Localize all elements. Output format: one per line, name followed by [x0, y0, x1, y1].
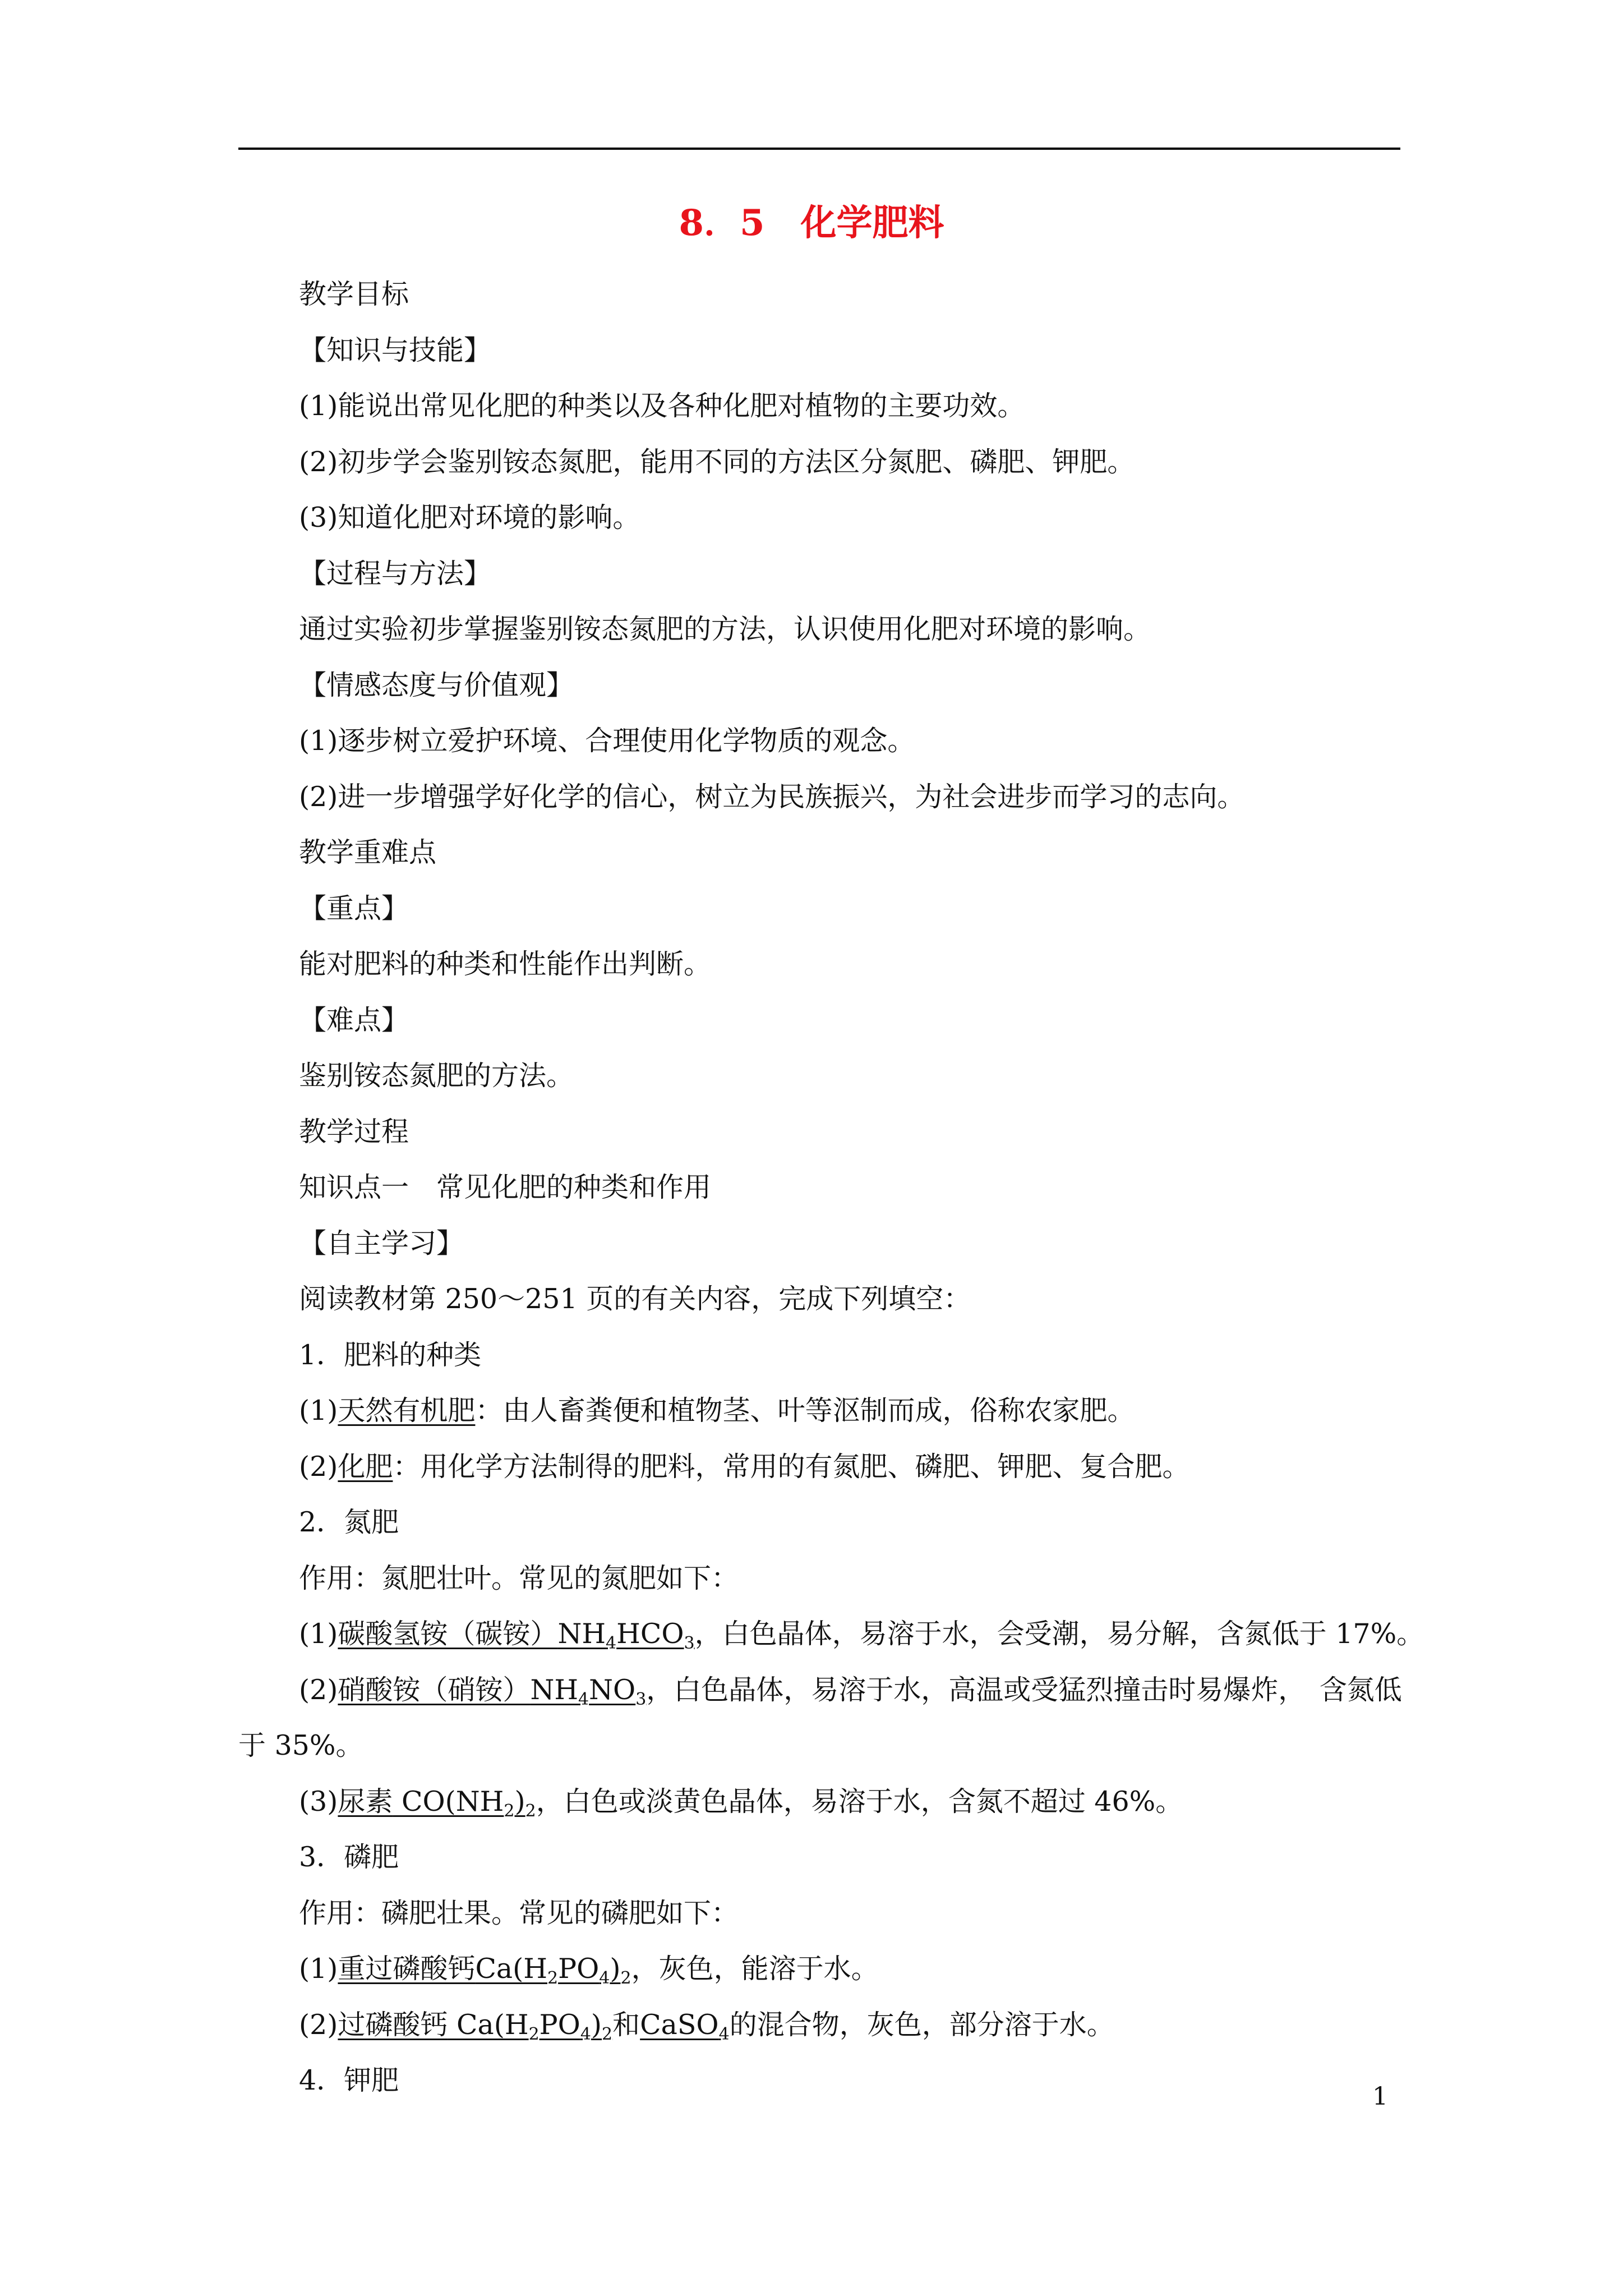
list-item: (3)尿素 $CO(NH_2)_2$，白色或淡黄色晶体，易溶于水，含氮不超过 46%。: [299, 1785, 1183, 1821]
filled-blank: 天然有机肥: [338, 1395, 476, 1427]
section-heading-key-points: 教学重难点: [299, 836, 437, 868]
filled-blank: 过磷酸钙 $Ca(H_2PO_4)_2$: [338, 2008, 613, 2044]
subheading-attitude-values: 【情感态度与价值观】: [299, 669, 574, 701]
page-number: 1: [1372, 2082, 1388, 2111]
paragraph: (1)能说出常见化肥的种类以及各种化肥对植物的主要功效。: [299, 390, 1025, 422]
numbered-heading-potassium: 4．钾肥: [299, 2064, 399, 2096]
numbered-heading-fertilizer-types: 1．肥料的种类: [299, 1338, 482, 1371]
paragraph: (1)逐步树立爱护环境、合理使用化学物质的观念。: [299, 725, 915, 757]
document-title: 8．5 化学肥料: [679, 202, 944, 244]
section-heading-process: 教学过程: [299, 1115, 409, 1148]
subheading-focus: 【重点】: [299, 892, 409, 924]
document-body: [238, 266, 1424, 2109]
numbered-heading-phosphorus: 3．磷肥: [299, 1841, 399, 1873]
section-heading-objectives: 教学目标: [299, 278, 409, 310]
numbered-heading-nitrogen: 2．氮肥: [299, 1506, 399, 1538]
header-rule: [238, 148, 1400, 150]
paragraph: (3)知道化肥对环境的影响。: [299, 501, 640, 533]
subheading-process-method: 【过程与方法】: [299, 557, 492, 590]
list-item: (2)硝酸铵（硝铵）$NH_4NO_3$，白色晶体，易溶于水，高温或受猛烈撞击时易爆炸， 含氮低: [299, 1673, 1402, 1709]
paragraph: 阅读教材第 250～251 页的有关内容，完成下列填空：: [299, 1283, 971, 1315]
paragraph: 鉴别铵态氮肥的方法。: [299, 1060, 574, 1092]
list-item: (1)天然有机肥：由人畜粪便和植物茎、叶等沤制而成，俗称农家肥。: [299, 1395, 1135, 1427]
paragraph: (2)进一步增强学好化学的信心，树立为民族振兴，为社会进步而学习的志向。: [299, 780, 1245, 813]
filled-blank: 碳酸氢铵（碳铵）$NH_4HCO_3$: [338, 1618, 695, 1653]
paragraph: 作用：磷肥壮果。常见的磷肥如下：: [299, 1897, 739, 1929]
filled-blank: CaSO$_4$: [640, 2008, 730, 2044]
filled-blank: 尿素 $CO(NH_2)_2$: [338, 1785, 536, 1821]
filled-blank: 重过磷酸钙$Ca(H_2PO_4)_2$: [338, 1953, 631, 1988]
paragraph: 能对肥料的种类和性能作出判断。: [299, 948, 712, 980]
paragraph: (2)初步学会鉴别铵态氮肥，能用不同的方法区分氮肥、磷肥、钾肥。: [299, 445, 1135, 478]
list-item: (1)碳酸氢铵（碳铵）$NH_4HCO_3$，白色晶体，易溶于水，会受潮，易分解，含氮低于 17%。: [299, 1618, 1424, 1653]
paragraph: 通过实验初步掌握鉴别铵态氮肥的方法，认识使用化肥对环境的影响。: [299, 613, 1151, 645]
filled-blank: 硝酸铵（硝铵）$NH_4NO_3$: [338, 1673, 647, 1709]
list-item: (1)重过磷酸钙$Ca(H_2PO_4)_2$，灰色，能溶于水。: [299, 1953, 879, 1988]
list-item: (2)化肥：用化学方法制得的肥料，常用的有氮肥、磷肥、钾肥、复合肥。: [299, 1450, 1190, 1483]
paragraph: 作用：氮肥壮叶。常见的氮肥如下：: [299, 1562, 739, 1594]
knowledge-point-heading: 知识点一 常见化肥的种类和作用: [299, 1171, 712, 1203]
list-item: (2)过磷酸钙 $Ca(H_2PO_4)_2$和CaSO$_4$的混合物，灰色，部分溶于水。: [299, 2008, 1114, 2044]
filled-blank: 化肥: [338, 1450, 393, 1483]
subheading-self-study: 【自主学习】: [299, 1227, 464, 1259]
subheading-difficulty: 【难点】: [299, 1004, 409, 1036]
list-item-continuation: 于 35%。: [238, 1729, 363, 1761]
subheading-knowledge-skills: 【知识与技能】: [299, 334, 492, 366]
